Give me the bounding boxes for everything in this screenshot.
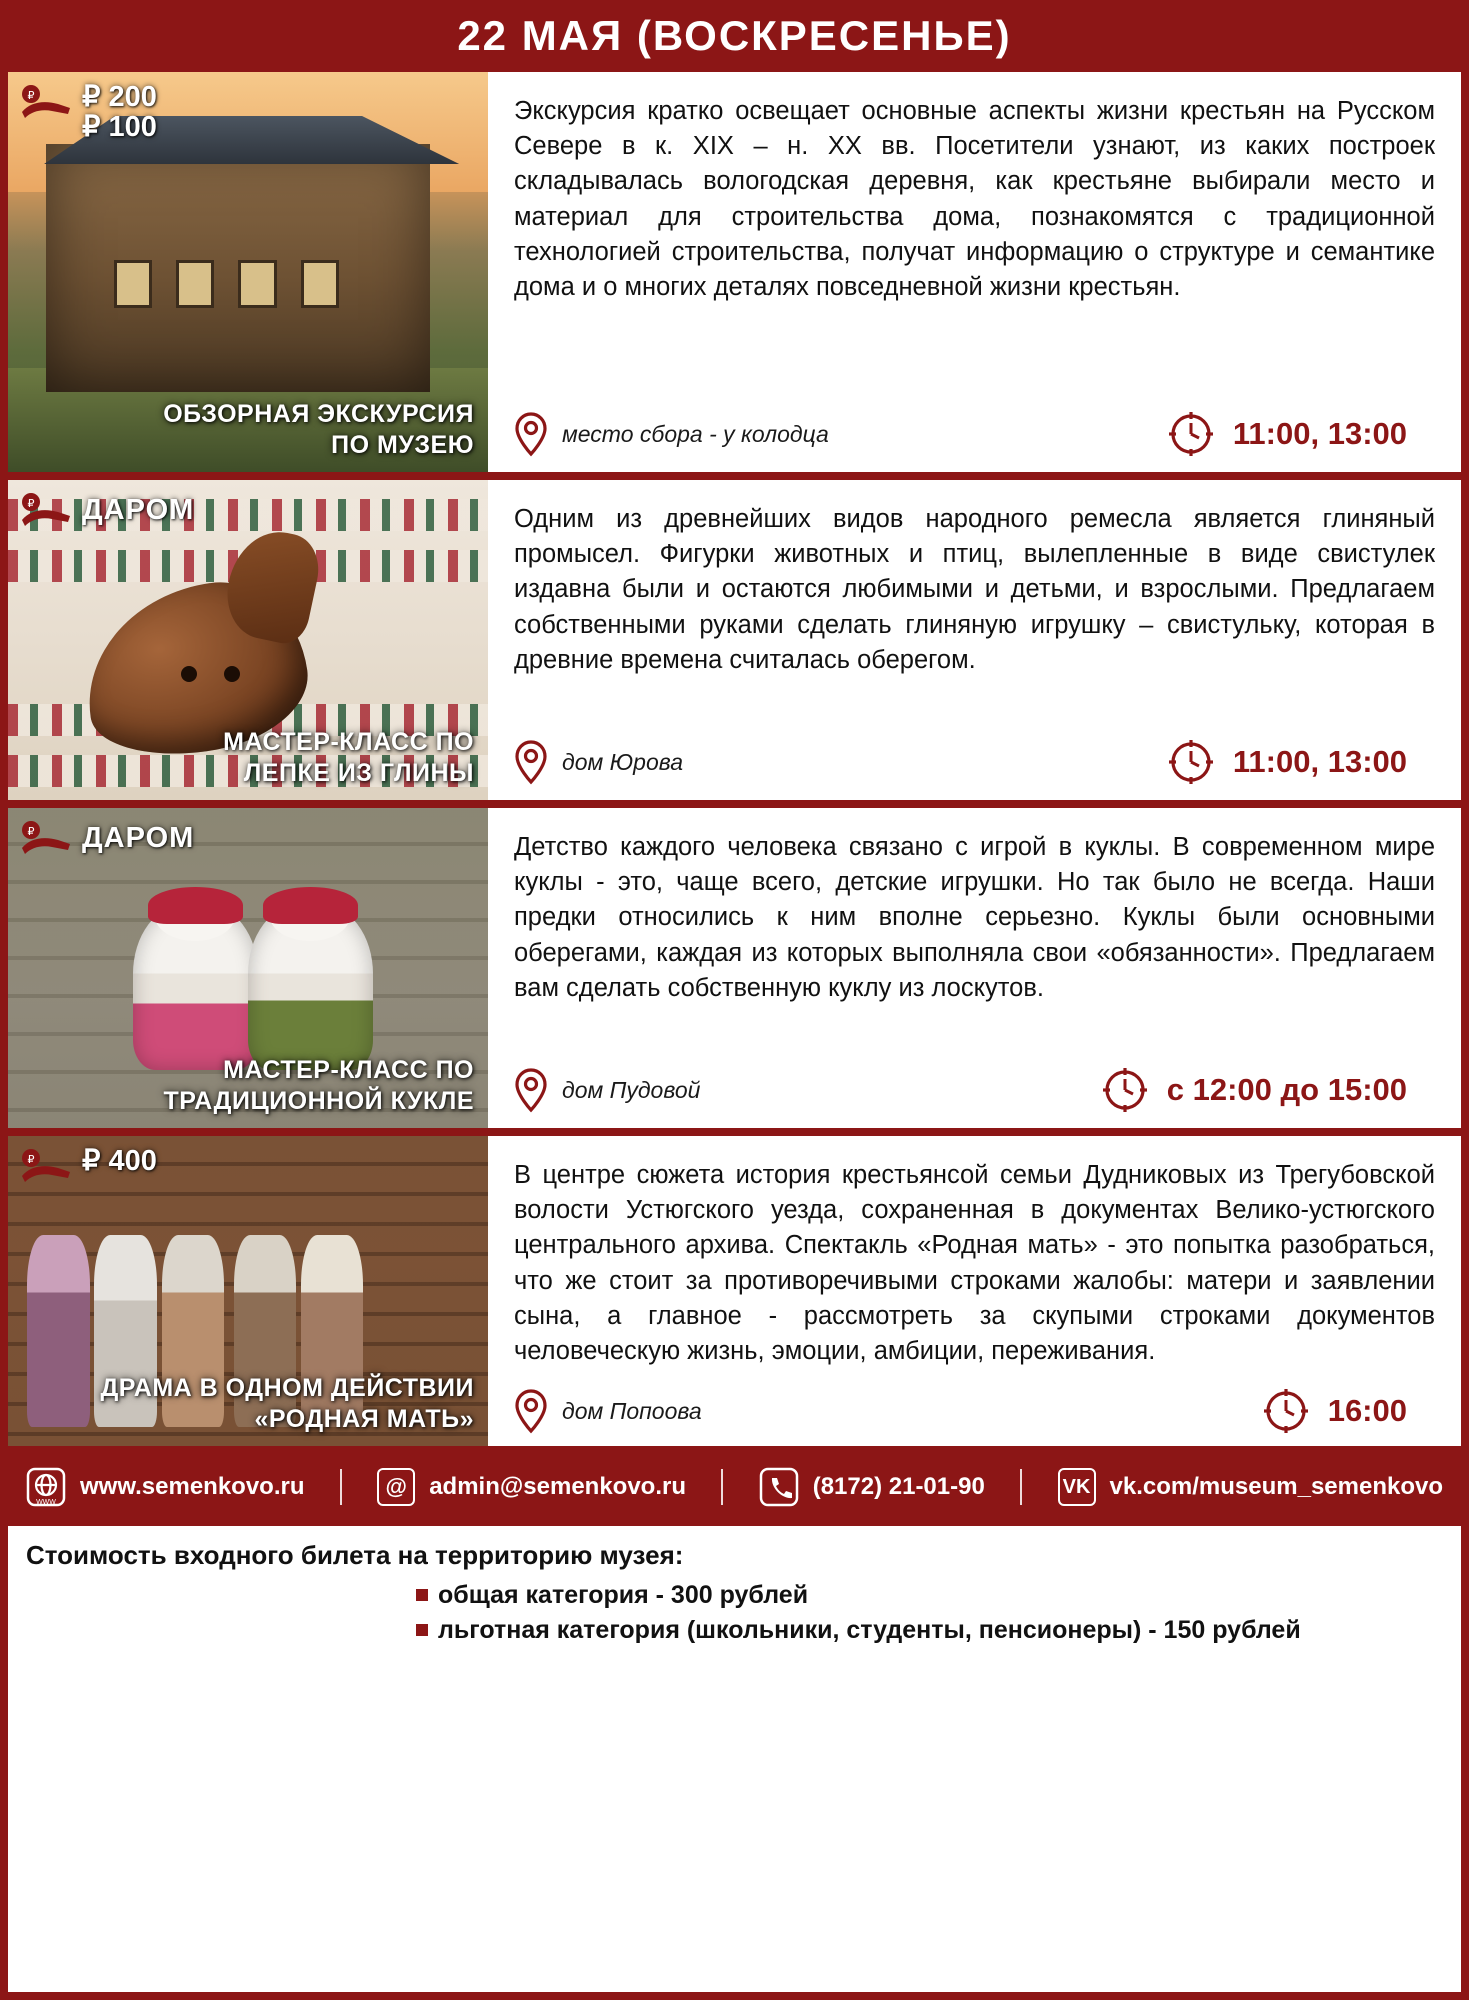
- location-pin-icon: [514, 1067, 548, 1113]
- price-line: ₽ 100: [82, 111, 157, 144]
- event-meta: [514, 738, 1435, 786]
- event-photo: [8, 72, 488, 472]
- events-list: [0, 72, 1469, 1446]
- clock-icon: [1167, 410, 1215, 458]
- bullet-icon: [416, 1624, 428, 1636]
- page-title: 22 МАЯ (ВОСКРЕСЕНЬЕ): [457, 12, 1012, 59]
- contact-phone[interactable]: [759, 1467, 985, 1507]
- event-meta: [514, 1066, 1435, 1114]
- event-time-text: 16:00: [1327, 1393, 1407, 1429]
- svg-text:₽: ₽: [27, 90, 35, 102]
- caption-line: МАСТЕР-КЛАСС ПО: [223, 728, 474, 756]
- svg-text:₽: ₽: [27, 826, 35, 838]
- event-description: Детство каждого человека связано с игрой в куклы. В современном мире куклы - это, чаще всего, детские игрушки. Но так было не всегда. Наши предки относились к ним вполне серьезно. Куклы были основными оберегами, каждая из которых выполняла свои «обязанности». Предлагаем вам сделать собственную куклу из лоскутов.: [514, 833, 1435, 1002]
- contact-phone-text: (8172) 21-01-90: [812, 1473, 985, 1500]
- event-time: [1167, 410, 1407, 458]
- event-time: [1101, 1066, 1407, 1114]
- caption-line: ЛЕПКЕ ИЗ ГЛИНЫ: [243, 758, 474, 787]
- event-place-text: дом Пудовой: [562, 1076, 701, 1103]
- event-caption: [145, 1053, 488, 1118]
- price-line: ДАРОМ: [82, 822, 195, 854]
- svg-text:₽: ₽: [27, 498, 35, 510]
- price-badge: [18, 82, 157, 143]
- event-details: [488, 72, 1461, 472]
- divider: [340, 1469, 342, 1505]
- caption-line: ПО МУЗЕЮ: [331, 430, 474, 459]
- hand-money-icon: [18, 1146, 74, 1190]
- contact-website-text: www.semenkovo.ru: [80, 1473, 305, 1500]
- caption-line: МАСТЕР-КЛАСС ПО: [223, 1056, 474, 1084]
- hand-money-icon: [18, 82, 74, 126]
- event-card: [8, 1136, 1461, 1446]
- hand-money-icon: [18, 490, 74, 534]
- list-item: [416, 1616, 1443, 1645]
- event-meta: [514, 1387, 1435, 1435]
- list-item: [416, 1581, 1443, 1610]
- event-photo: [8, 1136, 488, 1446]
- event-time: [1167, 738, 1407, 786]
- bullet-icon: [416, 1589, 428, 1601]
- event-meta: [514, 410, 1435, 458]
- location-pin-icon: [514, 411, 548, 457]
- hand-money-icon: [18, 818, 74, 862]
- caption-line: ТРАДИЦИОННОЙ КУКЛЕ: [163, 1086, 474, 1115]
- location-pin-icon: [514, 739, 548, 785]
- price-badge: [18, 1146, 157, 1190]
- price-badge: [18, 490, 194, 534]
- event-place: [514, 1067, 1101, 1113]
- event-place: [514, 1388, 1262, 1434]
- event-description: Одним из древнейших видов народного ремесла является глиняный промысел. Фигурки животных и птиц, вылепленные в виде свистулек издавна были и остаются любимыми и детьми, и взрослыми. Предлагаем собственными руками сделать глиняную игрушку – свистульку, которая в древние времена считалась оберегом.: [514, 505, 1435, 674]
- event-caption: [82, 1371, 488, 1436]
- event-time: [1262, 1387, 1407, 1435]
- price-line: ₽ 400: [82, 1145, 157, 1177]
- event-place-text: дом Попоова: [562, 1397, 702, 1424]
- contacts-bar: [0, 1454, 1469, 1520]
- clock-icon: [1262, 1387, 1310, 1435]
- event-details: [488, 1136, 1461, 1446]
- event-card: [8, 72, 1461, 472]
- phone-icon: [759, 1467, 799, 1507]
- price-line: ₽ 200: [82, 81, 157, 113]
- svg-text:₽: ₽: [27, 1154, 35, 1166]
- price-line: ДАРОМ: [82, 494, 195, 526]
- divider: [721, 1469, 723, 1505]
- price-badge: [18, 818, 194, 862]
- event-details: [488, 808, 1461, 1128]
- ticket-prices: [8, 1526, 1461, 1992]
- svg-text:WWW: WWW: [36, 1499, 56, 1506]
- contact-vk[interactable]: [1058, 1468, 1443, 1506]
- event-place-text: дом Юрова: [562, 748, 684, 775]
- ticket-item-text: льготная категория (школьники, студенты, пенсионеры) - 150 рублей: [438, 1616, 1301, 1644]
- event-time-text: с 12:00 до 15:00: [1166, 1072, 1407, 1107]
- event-details: [488, 480, 1461, 800]
- caption-line: ОБЗОРНАЯ ЭКСКУРСИЯ: [163, 400, 474, 428]
- ticket-item-text: общая категория - 300 рублей: [438, 1581, 809, 1609]
- contact-website[interactable]: [26, 1467, 305, 1507]
- caption-line: «РОДНАЯ МАТЬ»: [254, 1404, 474, 1433]
- contact-vk-text: vk.com/museum_semenkovo: [1109, 1473, 1443, 1500]
- divider: [1020, 1469, 1022, 1505]
- event-caption: [205, 725, 488, 790]
- event-caption: [145, 397, 488, 462]
- event-photo: [8, 808, 488, 1128]
- at-icon: @: [377, 1468, 415, 1506]
- clock-icon: [1101, 1066, 1149, 1114]
- location-pin-icon: [514, 1388, 548, 1434]
- event-place-text: место сбора - у колодца: [562, 420, 829, 447]
- contact-email[interactable]: [377, 1468, 686, 1506]
- event-place: [514, 411, 1167, 457]
- event-card: [8, 480, 1461, 800]
- globe-icon: [26, 1467, 66, 1507]
- contact-email-text: admin@semenkovo.ru: [429, 1473, 687, 1500]
- event-place: [514, 739, 1167, 785]
- event-card: [8, 808, 1461, 1128]
- caption-line: ДРАМА В ОДНОМ ДЕЙСТВИИ: [100, 1374, 474, 1402]
- event-photo: [8, 480, 488, 800]
- poster-header: [0, 0, 1469, 72]
- event-time-text: 11:00, 13:00: [1232, 416, 1407, 451]
- clock-icon: [1167, 738, 1215, 786]
- event-time-text: 11:00, 13:00: [1232, 744, 1407, 779]
- event-description: Экскурсия кратко освещает основные аспекты жизни крестьян на Русском Севере в к. XIX – н. XX вв. Посетители узнают, из каких построек складывалась вологодская деревня, как крестьяне выбирали место и материал для строительства дома, познакомятся с традиционной технологией строительства, получат информацию о структуре и семантике дома и о многих деталях повседневной жизни крестьян.: [514, 97, 1435, 301]
- ticket-title: Стоимость входного билета на территорию музея:: [26, 1540, 684, 1570]
- event-description: В центре сюжета история крестьянсой семьи Дудниковых из Трегубовской волости Устюгского уезда, сохраненная в документах Велико-устюгского центрального архива. Спектакль «Родная мать» - это попытка разобраться, что же стоит за противоречивыми строками жалобы: матери и заявлении сына, а главное - рассмотреть за скупыми строками документов человеческую жизнь, эмоции, амбиции, переживания.: [514, 1161, 1435, 1365]
- ticket-list: [26, 1581, 1443, 1645]
- vk-icon: VK: [1058, 1468, 1096, 1506]
